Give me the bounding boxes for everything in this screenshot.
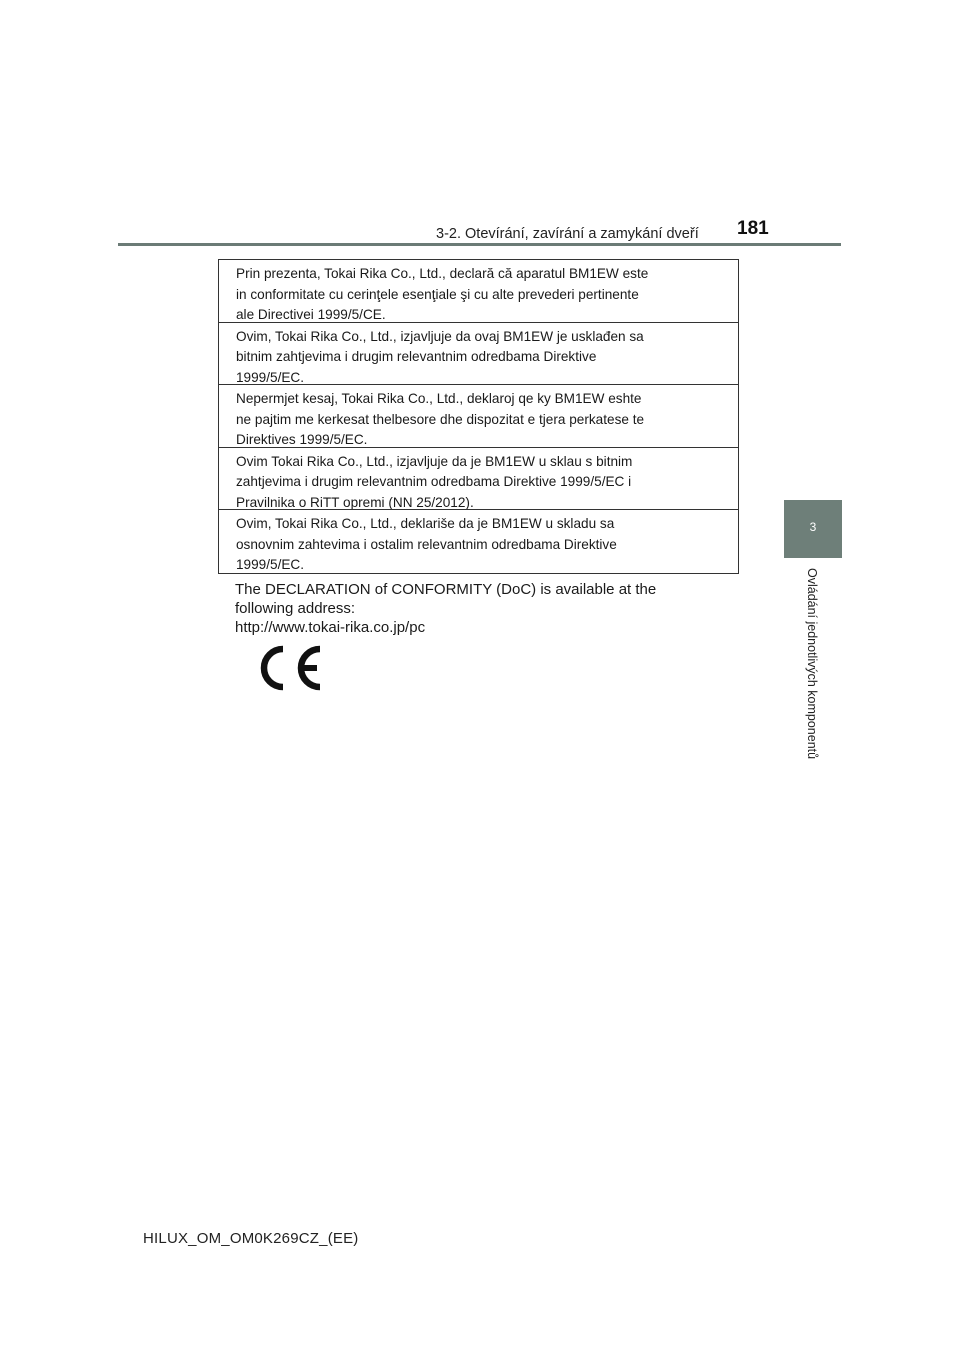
declaration-line: bitnim zahtjevima i drugim relevantnim odredbama Direktive [236,349,597,365]
declaration-serbian [219,510,738,573]
declaration-albanian [219,385,738,448]
declaration-line: ale Directivei 1999/5/CE. [236,307,386,322]
declaration-croatian-ritt [219,448,738,511]
declaration-line: osnovnim zahtevima i ostalim relevantnim odredbama Direktive [236,536,617,552]
declaration-croatian [219,323,738,386]
declaration-line: Nepermjet kesaj, Tokai Rika Co., Ltd., deklaroj qe ky BM1EW eshte [236,391,642,407]
ce-mark-icon [253,643,325,693]
declaration-line: Pravilnika o RiTT opremi (NN 25/2012). [236,494,474,510]
chapter-title: Ovládání jednotlivých komponentů [805,568,819,760]
declaration-line: 1999/5/EC. [236,557,305,573]
declaration-romanian [219,260,738,323]
header-divider [118,243,841,246]
doc-note-line: following address: [235,600,356,617]
document-code: HILUX_OM_OM0K269CZ_(EE) [143,1230,359,1247]
page-number: 181 [737,218,769,239]
declaration-line: Ovim Tokai Rika Co., Ltd., izjavljuje da je BM1EW u sklau s bitnim [236,453,633,469]
doc-note-line: The DECLARATION of CONFORMITY (DoC) is available at the [235,581,657,598]
declaration-line: 1999/5/EC. [236,369,305,385]
declaration-line: Prin prezenta, Tokai Rika Co., Ltd., declară că aparatul BM1EW este [236,266,649,281]
section-title: 3-2. Otevírání, zavírání a zamykání dveří [436,226,699,242]
declaration-line: Ovim, Tokai Rika Co., Ltd., deklariše da je BM1EW u skladu sa [236,516,615,532]
declarations-table [218,259,739,574]
doc-availability-note [235,580,725,637]
declaration-line: ne pajtim me kerkesat thelbesore dhe dispozitat e tjera perkatese te [236,411,645,427]
declaration-line: Direktives 1999/5/EC. [236,432,368,448]
declaration-line: Ovim, Tokai Rika Co., Ltd., izjavljuje da ovaj BM1EW je usklađen sa [236,328,644,344]
declaration-line: zahtjevima i drugim relevantnim odredbama Direktive 1999/5/EC i [236,474,632,490]
declaration-line: in conformitate cu cerinţele esenţiale şi cu alte prevederi pertinente [236,286,639,302]
chapter-tab [784,500,842,558]
chapter-number: 3 [809,520,817,534]
doc-url: http://www.tokai-rika.co.jp/pc [235,619,426,636]
